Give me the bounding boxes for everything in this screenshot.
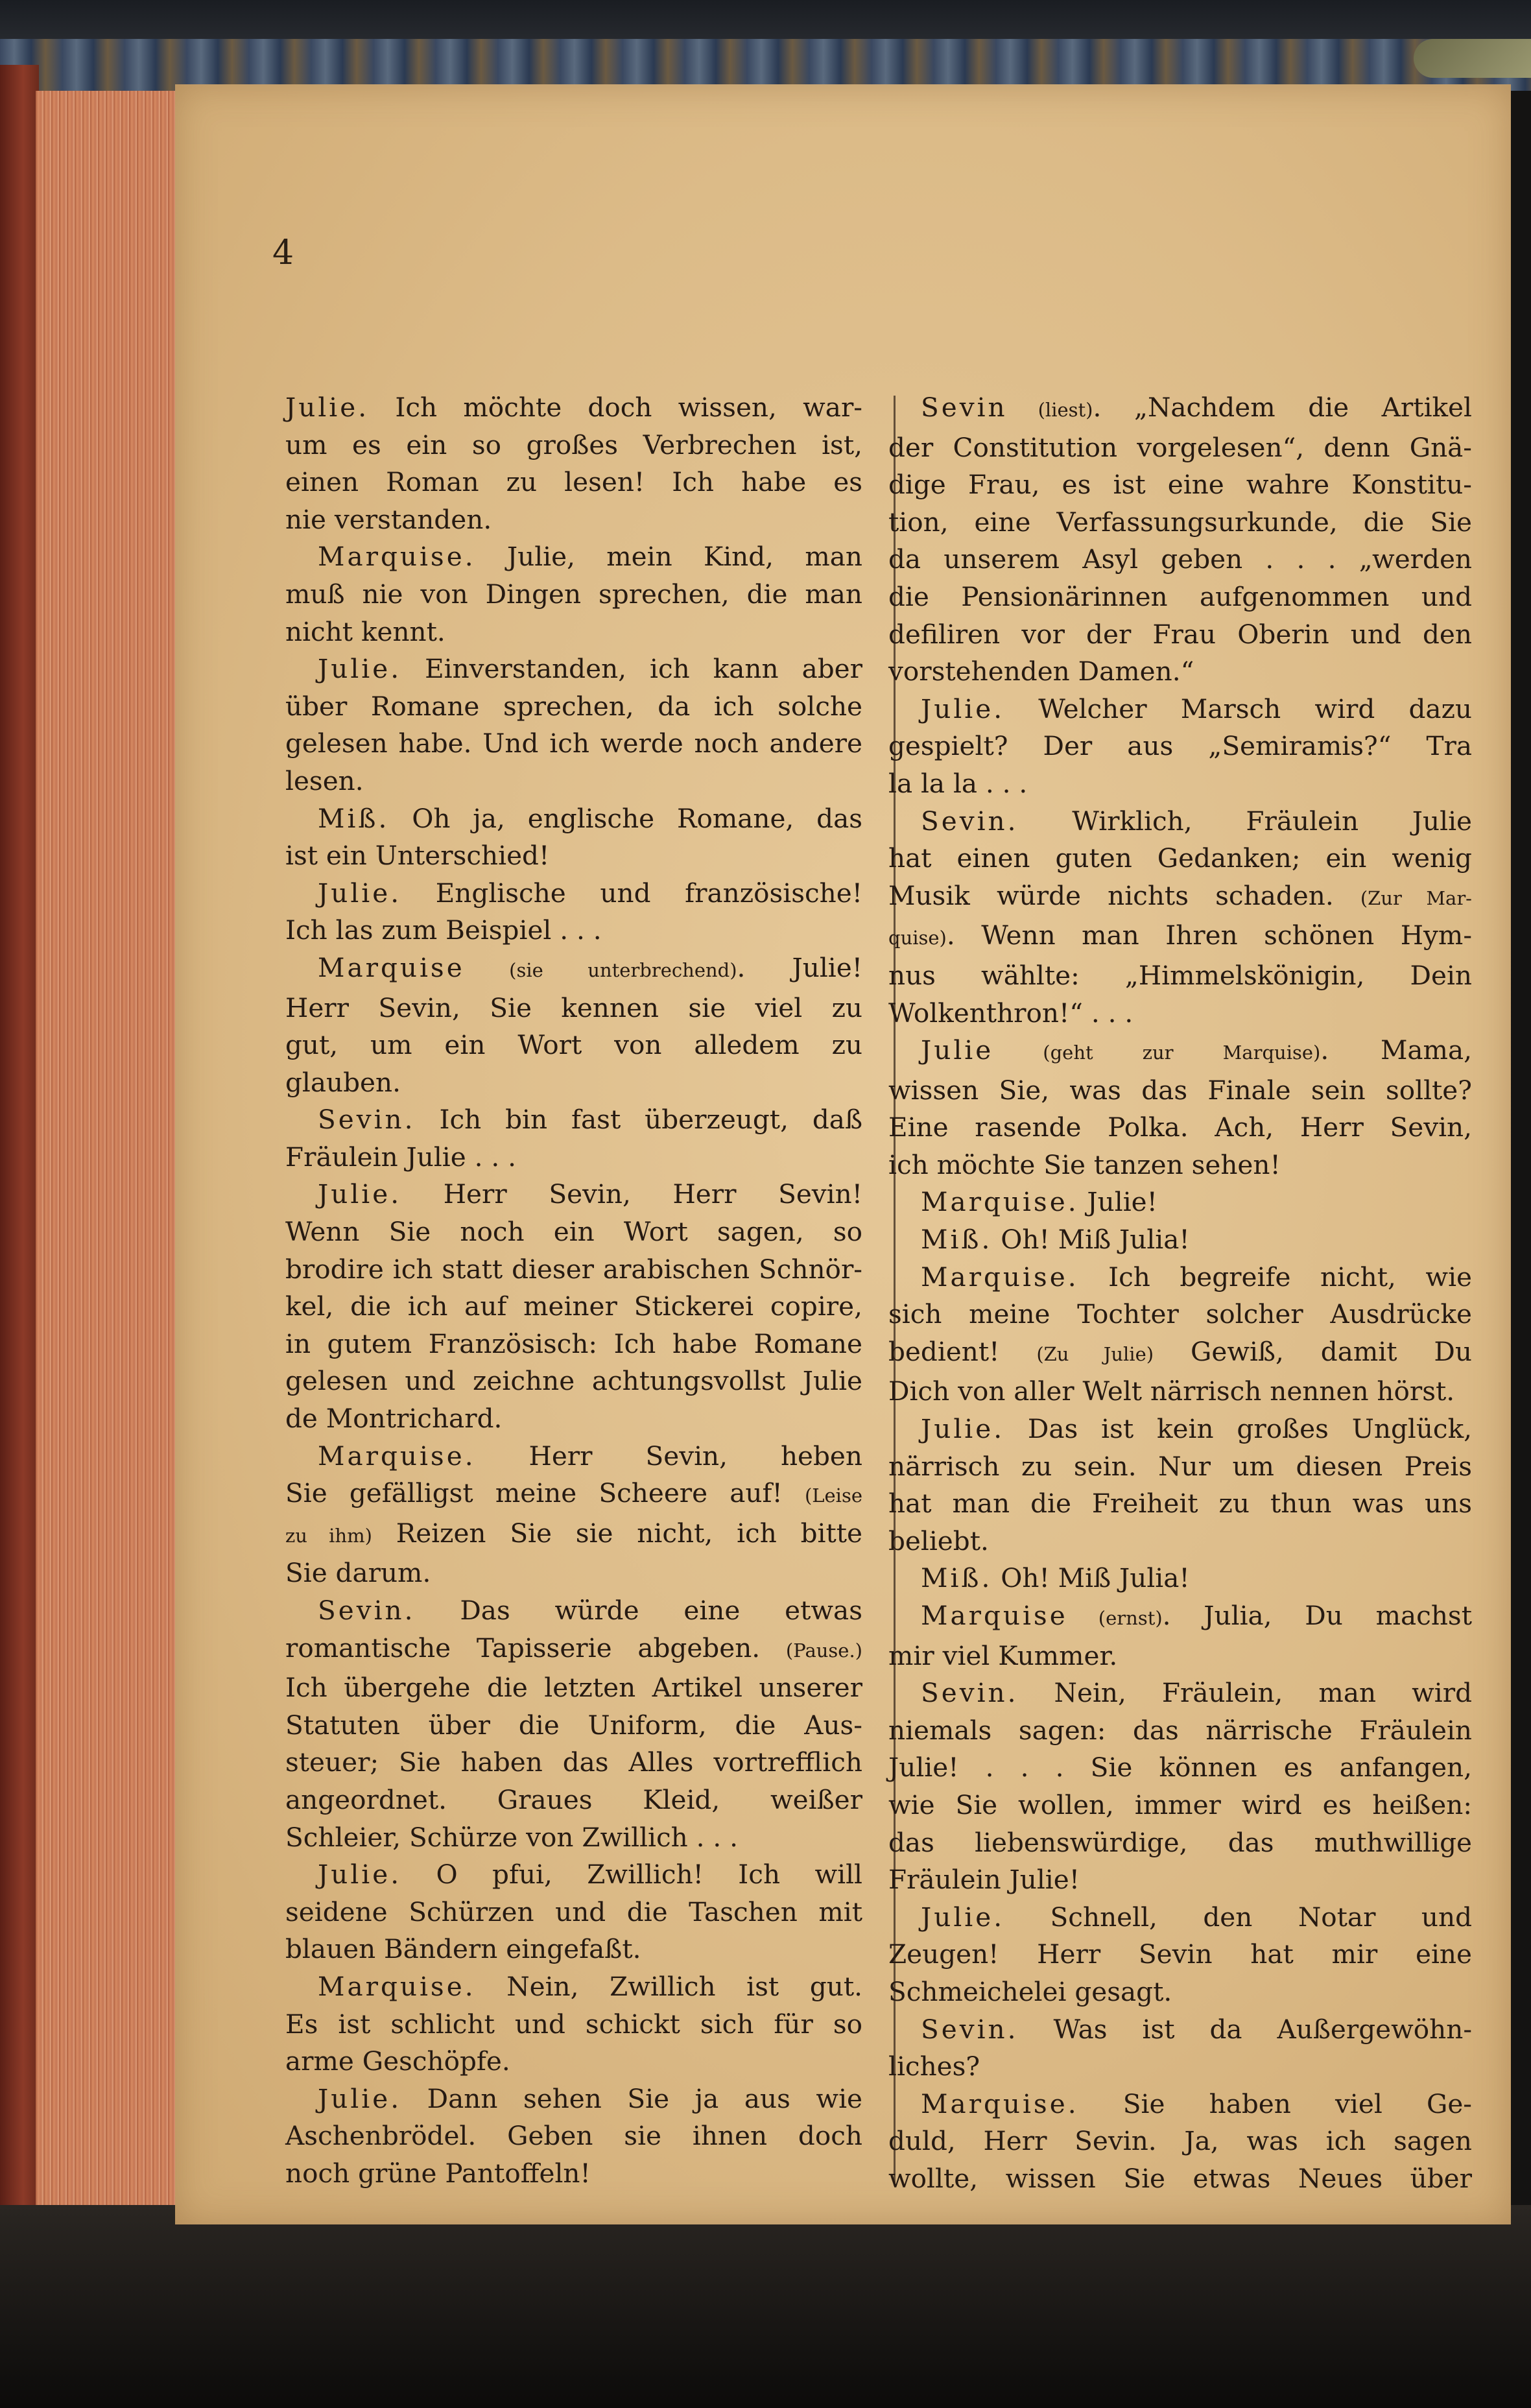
line-text: in gutem Französisch: Ich habe Romane bbox=[285, 1328, 862, 1359]
line-text: Welcher Marsch wird dazu bbox=[1004, 693, 1472, 724]
line-text: Wolkenthron!“ . . . bbox=[888, 997, 1133, 1029]
text-line bbox=[285, 1968, 862, 2006]
speaker-name: Julie. bbox=[318, 2082, 402, 2114]
text-line bbox=[285, 2006, 862, 2044]
text-line bbox=[285, 1288, 862, 1326]
stage-direction: (geht zur Marquise) bbox=[993, 1042, 1321, 1064]
line-text: glauben. bbox=[285, 1066, 401, 1098]
line-text: beliebt. bbox=[888, 1525, 989, 1556]
line-text: Ich übergehe die letzten Artikel unserer bbox=[285, 1672, 862, 1704]
line-text: Schmeichelei gesagt. bbox=[888, 1975, 1172, 2007]
line-text: O pfui, Zwillich! Ich will bbox=[401, 1859, 862, 1890]
line-text: Musik würde nichts schaden. bbox=[888, 879, 1360, 911]
line-text: . Wenn man Ihren schönen Hym- bbox=[946, 920, 1472, 951]
text-line bbox=[285, 1856, 862, 1894]
line-text: duld, Herr Sevin. Ja, was ich sagen bbox=[888, 2125, 1472, 2157]
text-line bbox=[888, 1448, 1472, 1486]
line-text: wie Sie wollen, immer wird es heißen: bbox=[888, 1789, 1472, 1820]
stage-direction: (sie unterbrechend) bbox=[464, 959, 737, 981]
text-line bbox=[888, 466, 1472, 504]
text-line bbox=[285, 1326, 862, 1363]
line-text: die Pensionärinnen aufgenommen und bbox=[888, 580, 1472, 612]
line-text: steuer; Sie haben das Alles vortrefflich bbox=[285, 1746, 862, 1778]
line-text: gelesen und zeichne achtungsvollst Julie bbox=[285, 1365, 862, 1397]
speaker-name: Sevin. bbox=[921, 2013, 1019, 2045]
line-text: ist ein Unterschied! bbox=[285, 840, 550, 872]
line-text: gespielt? Der aus „Semiramis?“ Tra bbox=[888, 730, 1472, 762]
stage-direction: (liest) bbox=[1007, 399, 1093, 421]
text-line bbox=[888, 765, 1472, 803]
text-line bbox=[888, 2048, 1472, 2086]
text-line bbox=[888, 2011, 1472, 2049]
speaker-name: Sevin. bbox=[921, 1677, 1019, 1709]
line-text: gelesen habe. Und ich werde noch andere bbox=[285, 728, 862, 759]
text-line bbox=[285, 763, 862, 800]
text-line bbox=[285, 464, 862, 501]
text-line bbox=[888, 1296, 1472, 1333]
text-line bbox=[888, 877, 1472, 918]
line-text: Nein, Fräulein, man wird bbox=[1018, 1677, 1472, 1709]
text-line bbox=[285, 1894, 862, 1931]
text-line bbox=[888, 1523, 1472, 1560]
line-text: gut, um ein Wort von alledem zu bbox=[285, 1029, 862, 1061]
text-line bbox=[285, 2080, 862, 2118]
stage-direction: zu ihm) bbox=[285, 1524, 372, 1547]
line-text: Wirklich, Fräulein Julie bbox=[1018, 805, 1472, 837]
line-text: Herr Sevin, Sie kennen sie viel zu bbox=[285, 992, 862, 1023]
text-line bbox=[285, 1592, 862, 1630]
right-column bbox=[888, 389, 1472, 2198]
text-line bbox=[285, 1101, 862, 1139]
text-line bbox=[285, 576, 862, 614]
line-text: Statuten über die Uniform, die Aus- bbox=[285, 1709, 862, 1741]
line-text: angeordnet. Graues Kleid, weißer bbox=[285, 1783, 862, 1815]
speaker-name: Miß. bbox=[921, 1224, 993, 1256]
line-text: la la la . . . bbox=[888, 767, 1028, 799]
text-line bbox=[285, 1475, 862, 1515]
line-text: Dich von aller Welt närrisch nennen hörst. bbox=[888, 1376, 1455, 1407]
line-text: Sie darum. bbox=[285, 1557, 431, 1589]
line-text: Eine rasende Polka. Ach, Herr Sevin, bbox=[888, 1112, 1472, 1143]
speaker-name: Julie bbox=[921, 1034, 994, 1066]
line-text: um es ein so großes Verbrechen ist, bbox=[285, 429, 862, 460]
text-line bbox=[888, 1221, 1472, 1259]
line-text: ich möchte Sie tanzen sehen! bbox=[888, 1149, 1281, 1180]
text-line bbox=[285, 389, 862, 427]
text-line bbox=[888, 1072, 1472, 1110]
stage-direction: (Pause.) bbox=[785, 1639, 862, 1662]
text-line bbox=[888, 1109, 1472, 1147]
text-line bbox=[888, 1787, 1472, 1824]
stage-direction: (ernst) bbox=[1067, 1607, 1163, 1629]
text-line bbox=[285, 1027, 862, 1064]
line-text: tion, eine Verfassungsurkunde, die Sie bbox=[888, 506, 1472, 538]
speaker-name: Julie. bbox=[318, 877, 402, 909]
line-text: Oh! Miß Julia! bbox=[992, 1562, 1190, 1594]
speaker-name: Marquise. bbox=[921, 1186, 1079, 1218]
text-line bbox=[888, 840, 1472, 877]
speaker-name: Sevin. bbox=[318, 1595, 416, 1626]
text-line bbox=[888, 1638, 1472, 1675]
line-text: nicht kennt. bbox=[285, 615, 445, 647]
line-text: Sie gefälligst meine Scheere auf! bbox=[285, 1477, 805, 1509]
text-line bbox=[888, 1675, 1472, 1712]
line-text: lesen. bbox=[285, 765, 364, 796]
text-line bbox=[888, 578, 1472, 616]
line-text: nie verstanden. bbox=[285, 503, 492, 535]
text-line bbox=[285, 800, 862, 838]
line-text: bedient! bbox=[888, 1335, 1037, 1367]
line-text: Gewiß, damit Du bbox=[1154, 1335, 1472, 1367]
speaker-name: Miß. bbox=[921, 1562, 993, 1594]
text-line bbox=[888, 1749, 1472, 1787]
line-text: Sie haben viel Ge- bbox=[1078, 2088, 1472, 2119]
text-line bbox=[888, 1597, 1472, 1638]
text-line bbox=[285, 837, 862, 875]
text-line bbox=[888, 1032, 1472, 1072]
text-line bbox=[888, 2160, 1472, 2198]
speaker-name: Marquise bbox=[318, 951, 465, 983]
speaker-name: Marquise. bbox=[318, 541, 476, 573]
text-line bbox=[285, 1400, 862, 1438]
text-line bbox=[285, 949, 862, 990]
text-line bbox=[285, 990, 862, 1027]
line-text: noch grüne Pantoffeln! bbox=[285, 2157, 591, 2189]
line-text: romantische Tapisserie abgeben. bbox=[285, 1632, 786, 1663]
text-line bbox=[285, 912, 862, 949]
speaker-name: Julie. bbox=[318, 1178, 402, 1210]
speaker-name: Marquise. bbox=[318, 1970, 476, 2002]
line-text: Oh! Miß Julia! bbox=[992, 1224, 1190, 1256]
line-text: Zeugen! Herr Sevin hat mir eine bbox=[888, 1938, 1472, 1970]
line-text: wollte, wissen Sie etwas Neues über bbox=[888, 2162, 1472, 2194]
text-line bbox=[285, 725, 862, 763]
text-line bbox=[888, 653, 1472, 691]
text-line bbox=[285, 1213, 862, 1251]
text-line bbox=[888, 803, 1472, 840]
speaker-name: Marquise. bbox=[318, 1440, 476, 1472]
text-line bbox=[285, 1707, 862, 1745]
line-text: närrisch zu sein. Nur um diesen Preis bbox=[888, 1450, 1472, 1482]
text-line bbox=[888, 691, 1472, 728]
line-text: wissen Sie, was das Finale sein sollte? bbox=[888, 1074, 1472, 1106]
line-text: der Constitution vorgelesen“, denn Gnä- bbox=[888, 431, 1472, 463]
text-line bbox=[285, 1744, 862, 1782]
speaker-name: Julie. bbox=[921, 693, 1005, 724]
line-text: hat einen guten Gedanken; ein wenig bbox=[888, 842, 1472, 874]
text-line bbox=[285, 1176, 862, 1213]
line-text: liches? bbox=[888, 2051, 980, 2082]
line-text: Julie! bbox=[1078, 1186, 1157, 1218]
text-line bbox=[888, 504, 1472, 542]
text-line bbox=[888, 1973, 1472, 2011]
line-text: Wenn Sie noch ein Wort sagen, so bbox=[285, 1216, 862, 1248]
line-text: seidene Schürzen und die Taschen mit bbox=[285, 1896, 862, 1927]
text-line bbox=[888, 1824, 1472, 1862]
line-text: über Romane sprechen, da ich solche bbox=[285, 690, 862, 722]
line-text: brodire ich statt dieser arabischen Schnör- bbox=[285, 1253, 862, 1285]
line-text: kel, die ich auf meiner Stickerei copire, bbox=[285, 1291, 862, 1322]
line-text: . Julie! bbox=[737, 951, 862, 983]
line-text: Ich bin fast überzeugt, daß bbox=[415, 1104, 862, 1136]
speaker-name: Julie. bbox=[285, 392, 370, 423]
speaker-name: Sevin. bbox=[318, 1104, 416, 1136]
text-line bbox=[888, 2123, 1472, 2160]
line-text: blauen Bändern eingefaßt. bbox=[285, 1933, 641, 1965]
page-number: 4 bbox=[272, 233, 294, 272]
line-text: . Julia, Du machst bbox=[1162, 1600, 1472, 1631]
line-text: Oh ja, englische Romane, das bbox=[389, 802, 862, 834]
line-text: nus wählte: „Himmelskönigin, Dein bbox=[888, 959, 1472, 991]
line-text: Ich las zum Beispiel . . . bbox=[285, 914, 602, 946]
text-line bbox=[285, 1819, 862, 1857]
line-text: Herr Sevin, Herr Sevin! bbox=[401, 1178, 862, 1210]
text-line bbox=[888, 1373, 1472, 1411]
text-line bbox=[285, 2117, 862, 2155]
left-column bbox=[285, 389, 862, 2193]
line-text: niemals sagen: das närrische Fräulein bbox=[888, 1714, 1472, 1746]
line-text: Fräulein Julie . . . bbox=[285, 1141, 516, 1173]
stage-direction: (Zu Julie) bbox=[1036, 1342, 1154, 1365]
line-text: arme Geschöpfe. bbox=[285, 2045, 510, 2077]
line-text: vorstehenden Damen.“ bbox=[888, 656, 1194, 687]
line-text: das liebenswürdige, das muthwillige bbox=[888, 1826, 1472, 1858]
text-line bbox=[888, 429, 1472, 467]
text-line bbox=[888, 1147, 1472, 1184]
text-line bbox=[888, 1184, 1472, 1221]
text-line bbox=[285, 1064, 862, 1102]
bookmark-ribbon bbox=[1414, 39, 1531, 78]
line-text: Einverstanden, ich kann aber bbox=[401, 653, 862, 685]
line-text: Reizen Sie sie nicht, ich bitte bbox=[372, 1517, 862, 1549]
book-cover-top-edge bbox=[0, 39, 1531, 91]
line-text: Herr Sevin, heben bbox=[475, 1440, 862, 1472]
text-line bbox=[285, 2155, 862, 2193]
speaker-name: Julie. bbox=[318, 1859, 402, 1890]
speaker-name: Marquise bbox=[921, 1600, 1068, 1631]
text-line bbox=[888, 1485, 1472, 1523]
text-line bbox=[285, 1251, 862, 1289]
speaker-name: Julie. bbox=[318, 653, 402, 685]
text-line bbox=[285, 501, 862, 539]
line-text: de Montrichard. bbox=[285, 1403, 503, 1435]
speaker-name: Julie. bbox=[921, 1413, 1005, 1445]
text-line bbox=[888, 1560, 1472, 1597]
text-line bbox=[888, 1333, 1472, 1374]
text-line bbox=[285, 1555, 862, 1592]
text-line bbox=[888, 1861, 1472, 1899]
line-text: Ich begreife nicht, wie bbox=[1078, 1261, 1472, 1293]
text-line bbox=[888, 728, 1472, 765]
text-line bbox=[888, 1411, 1472, 1448]
text-line bbox=[285, 1669, 862, 1707]
speaker-name: Julie. bbox=[921, 1901, 1005, 1933]
line-text: Julie! . . . Sie können es anfangen, bbox=[888, 1752, 1472, 1783]
text-line bbox=[285, 1363, 862, 1400]
text-line bbox=[285, 1782, 862, 1819]
line-text: da unserem Asyl geben . . . „werden bbox=[888, 543, 1472, 575]
line-text: sich meine Tochter solcher Ausdrücke bbox=[888, 1298, 1472, 1330]
text-line bbox=[285, 1515, 862, 1555]
line-text: Das würde eine etwas bbox=[415, 1595, 862, 1626]
line-text: . „Nachdem die Artikel bbox=[1093, 392, 1472, 423]
text-line bbox=[888, 917, 1472, 957]
text-line bbox=[888, 389, 1472, 429]
text-line bbox=[888, 541, 1472, 578]
speaker-name: Sevin bbox=[921, 392, 1008, 423]
speaker-name: Sevin. bbox=[921, 805, 1019, 837]
line-text: Aschenbrödel. Geben sie ihnen doch bbox=[285, 2120, 862, 2152]
text-line bbox=[888, 1936, 1472, 1973]
text-line bbox=[285, 1438, 862, 1475]
text-line bbox=[285, 1931, 862, 1968]
line-text: Es ist schlicht und schickt sich für so bbox=[285, 2008, 862, 2040]
line-text: Dann sehen Sie ja aus wie bbox=[401, 2082, 862, 2114]
speaker-name: Marquise. bbox=[921, 1261, 1079, 1293]
line-text: . Mama, bbox=[1320, 1034, 1472, 1066]
text-line bbox=[285, 538, 862, 576]
stage-direction: (Leise bbox=[804, 1484, 862, 1507]
line-text: Das ist kein großes Unglück, bbox=[1004, 1413, 1472, 1445]
line-text: Englische und französische! bbox=[401, 877, 862, 909]
book-spine-cover bbox=[0, 65, 39, 2231]
line-text: Schnell, den Notar und bbox=[1004, 1901, 1472, 1933]
line-text: Fräulein Julie! bbox=[888, 1864, 1080, 1896]
text-line bbox=[285, 688, 862, 726]
line-text: Ich möchte doch wissen, war- bbox=[369, 392, 862, 423]
text-line bbox=[888, 995, 1472, 1032]
text-line bbox=[888, 1899, 1472, 1937]
text-line bbox=[285, 1139, 862, 1176]
text-line bbox=[888, 616, 1472, 654]
line-text: Schleier, Schürze von Zwillich . . . bbox=[285, 1821, 738, 1853]
background-bottom bbox=[0, 2205, 1531, 2408]
stage-direction: quise) bbox=[888, 927, 947, 949]
line-text: Julie, mein Kind, man bbox=[475, 541, 862, 573]
line-text: einen Roman zu lesen! Ich habe es bbox=[285, 466, 862, 498]
text-line bbox=[888, 1259, 1472, 1296]
speaker-name: Marquise. bbox=[921, 2088, 1079, 2119]
speaker-name: Miß. bbox=[318, 802, 390, 834]
page-edges bbox=[36, 91, 191, 2231]
line-text: defiliren vor der Frau Oberin und den bbox=[888, 618, 1472, 650]
text-line bbox=[285, 427, 862, 464]
line-text: Was ist da Außergewöhn- bbox=[1018, 2013, 1472, 2045]
text-line bbox=[285, 650, 862, 688]
text-line bbox=[888, 2086, 1472, 2123]
text-line bbox=[285, 875, 862, 912]
line-text: Nein, Zwillich ist gut. bbox=[475, 1970, 862, 2002]
line-text: dige Frau, es ist eine wahre Konstitu- bbox=[888, 469, 1472, 501]
stage-direction: (Zur Mar- bbox=[1360, 887, 1472, 909]
text-line bbox=[888, 1712, 1472, 1750]
line-text: hat man die Freiheit zu thun was uns bbox=[888, 1488, 1472, 1520]
book-page bbox=[175, 84, 1511, 2224]
text-line bbox=[285, 614, 862, 651]
text-line bbox=[285, 2043, 862, 2080]
line-text: muß nie von Dingen sprechen, die man bbox=[285, 578, 862, 610]
text-line bbox=[888, 957, 1472, 995]
line-text: mir viel Kummer. bbox=[888, 1639, 1118, 1671]
text-line bbox=[285, 1630, 862, 1670]
